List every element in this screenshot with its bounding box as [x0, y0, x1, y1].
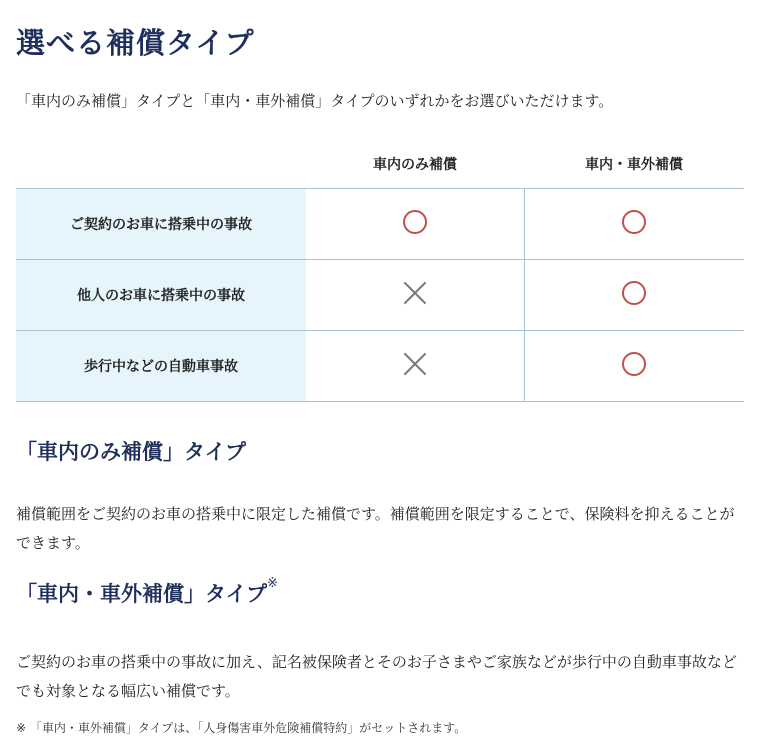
table-header-row	[16, 140, 744, 189]
cell-mark	[306, 331, 524, 402]
table-header-empty	[16, 140, 306, 189]
cross-icon	[402, 280, 428, 306]
circle-icon	[403, 210, 427, 234]
cell-mark	[524, 260, 744, 331]
coverage-comparison-table	[16, 140, 744, 402]
cell-mark	[306, 260, 524, 331]
section-heading-text: 「車内・車外補償」タイプ	[16, 582, 267, 606]
page-title: 選べる補償タイプ	[16, 26, 255, 61]
table-row	[16, 189, 744, 260]
cell-mark	[524, 189, 744, 260]
cell-mark	[306, 189, 524, 260]
table-row	[16, 331, 744, 402]
section-heading-interior-only: 「車内のみ補償」タイプ	[16, 440, 246, 464]
table-row	[16, 260, 744, 331]
footnote: ※ 「車内・車外補償」タイプは、「人身傷害車外危険補償特約」がセットされます。	[16, 721, 467, 735]
intro-text: 「車内のみ補償」タイプと「車内・車外補償」タイプのいずれかをお選びいただけます。	[16, 92, 614, 110]
row-label: 他人のお車に搭乗中の事故	[16, 260, 306, 331]
cell-mark	[524, 331, 744, 402]
section-body-interior-only: 補償範囲をご契約のお車の搭乗中に限定した補償です。補償範囲を限定することで、保険料を抑えることができます。	[16, 505, 735, 552]
row-label: ご契約のお車に搭乗中の事故	[16, 189, 306, 260]
footnote-mark: ※	[266, 576, 278, 591]
table-header-interior-exterior: 車内・車外補償	[524, 140, 744, 189]
section-body-interior-exterior: ご契約のお車の搭乗中の事故に加え、記名被保険者とそのお子さまやご家族などが歩行中の自動車事故などでも対象となる幅広い補償です。	[16, 653, 737, 700]
section-heading-interior-exterior	[16, 578, 278, 608]
row-label: 歩行中などの自動車事故	[16, 331, 306, 402]
circle-icon	[622, 281, 646, 305]
circle-icon	[622, 210, 646, 234]
table-header-interior-only: 車内のみ補償	[306, 140, 524, 189]
circle-icon	[622, 352, 646, 376]
cross-icon	[402, 351, 428, 377]
